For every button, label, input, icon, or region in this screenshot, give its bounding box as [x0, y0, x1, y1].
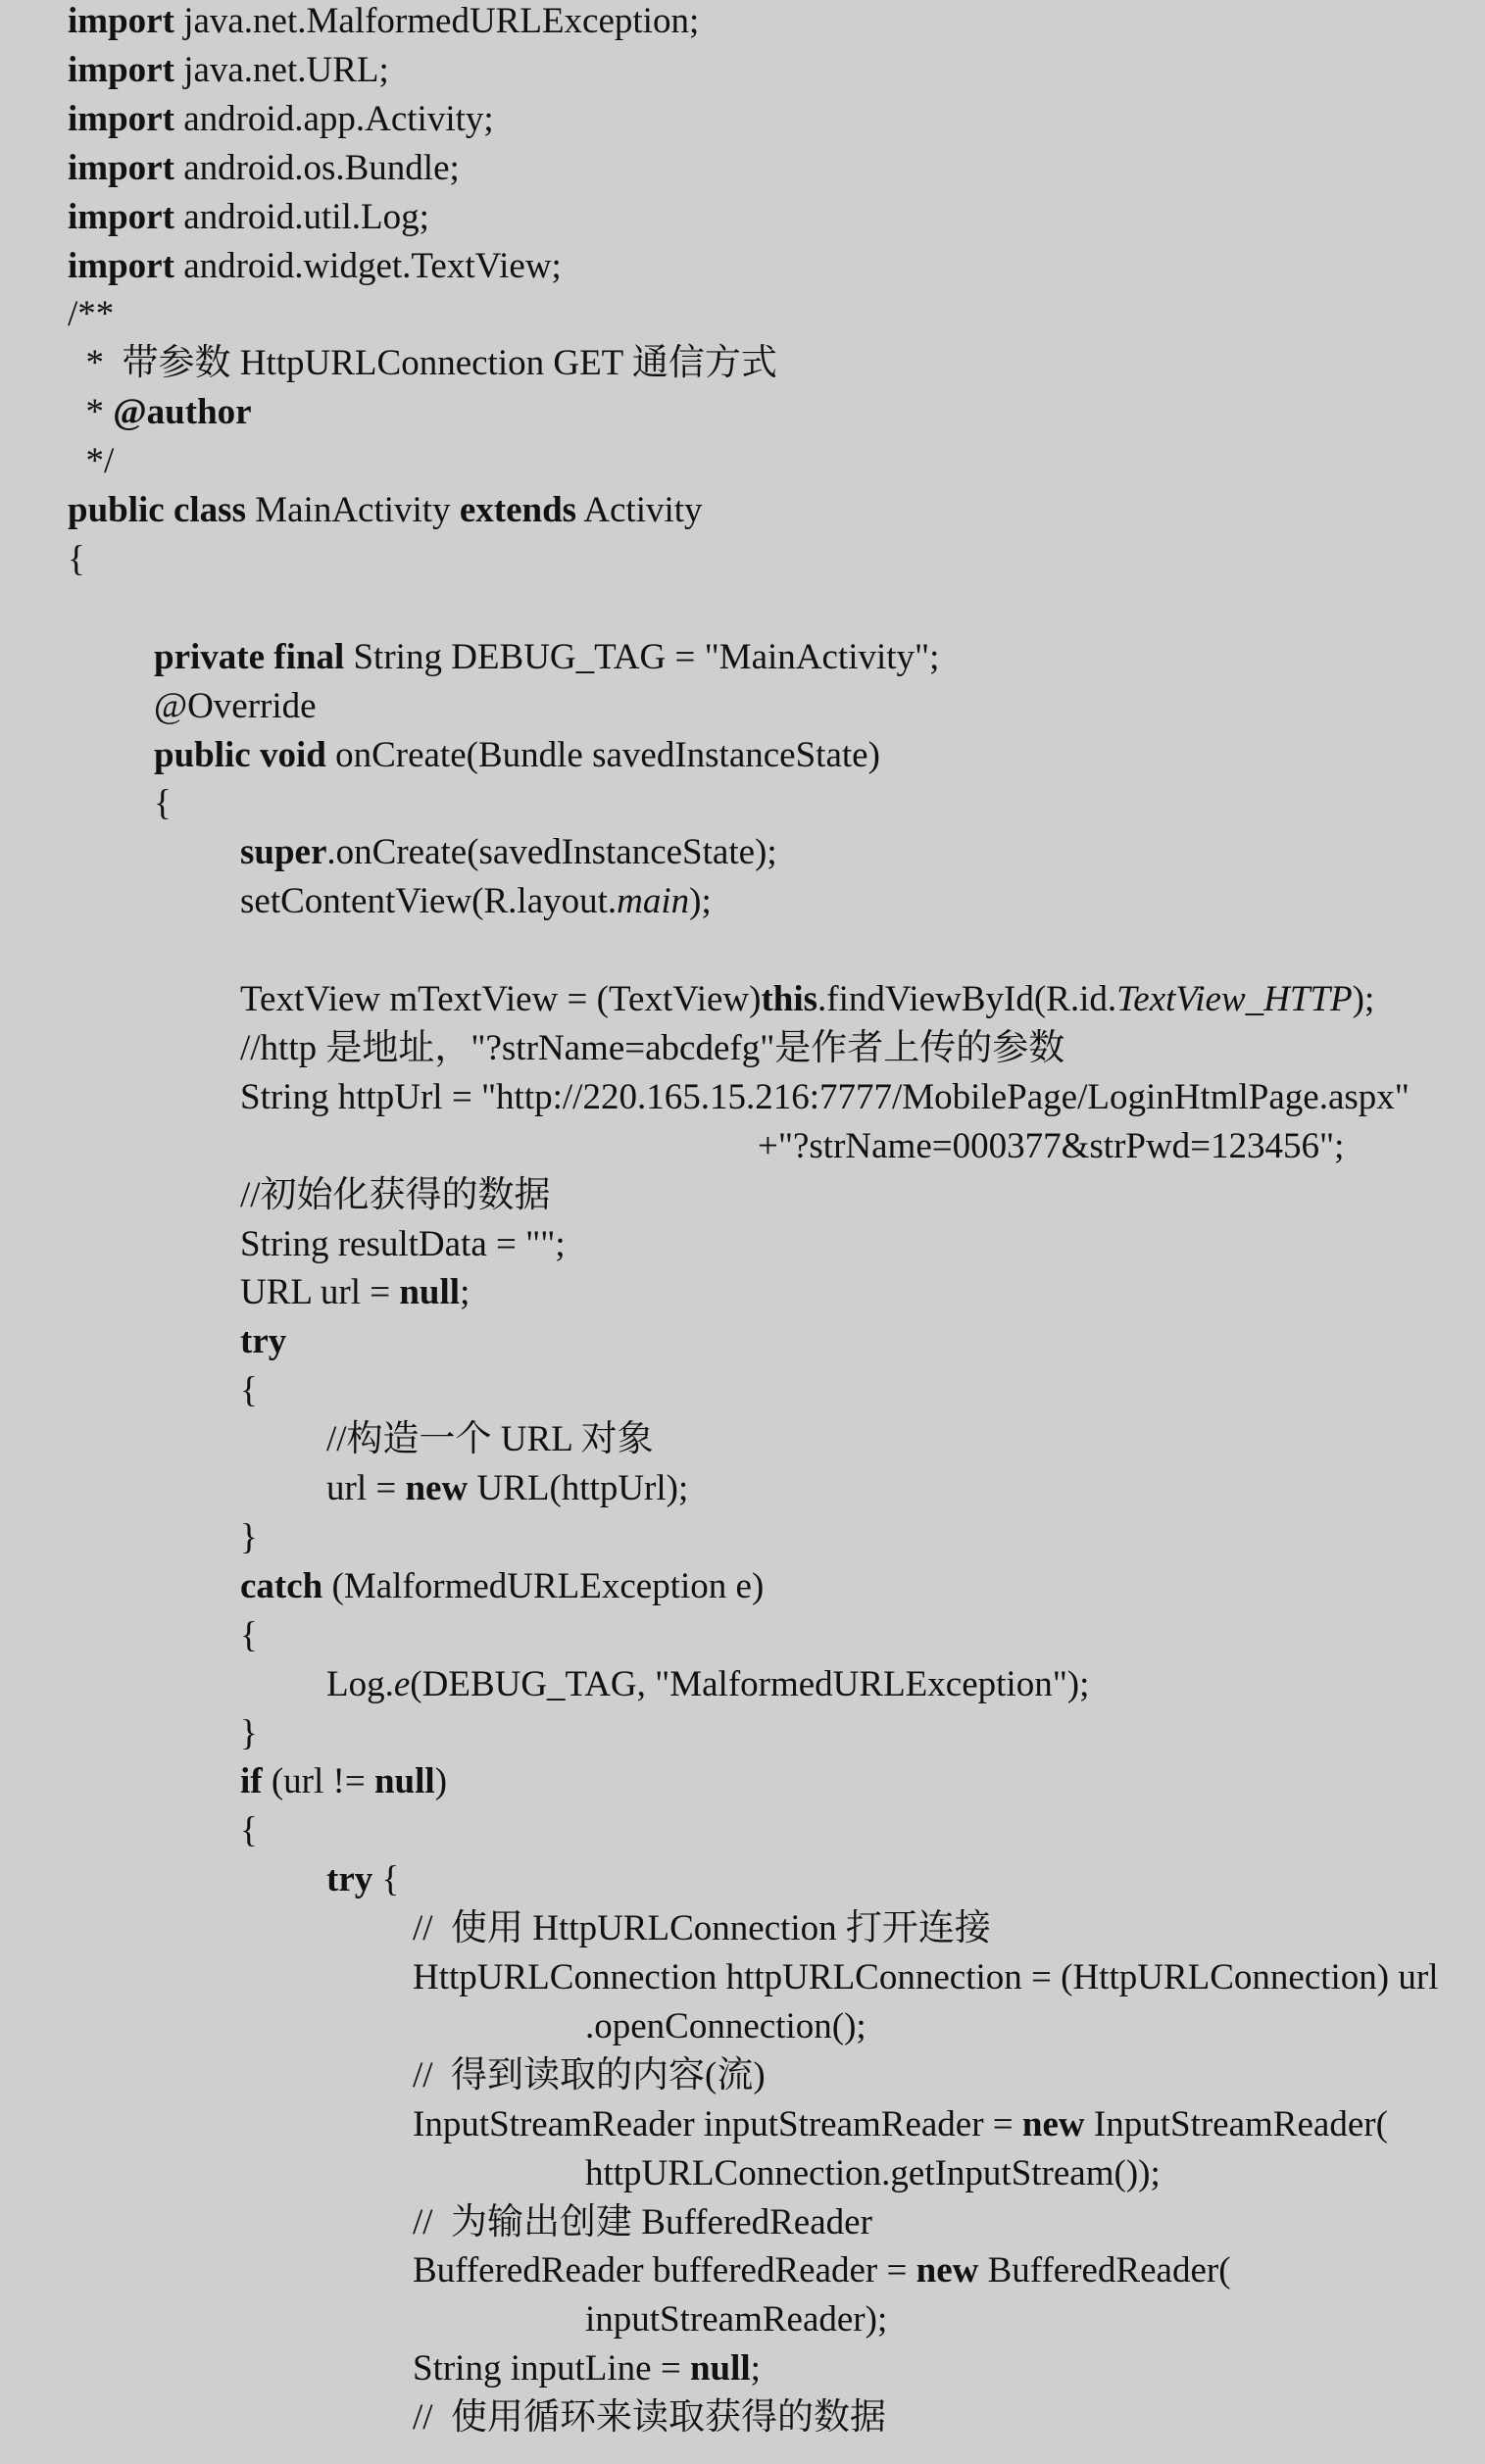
code-keyword: null [689, 2348, 751, 2390]
code-text: BufferedReader( [978, 2250, 1231, 2292]
code-text: android.util.Log; [173, 196, 429, 237]
code-line [68, 144, 460, 193]
code-keyword: import [68, 1, 174, 41]
code-line [240, 975, 1374, 1024]
code-keyword: import [68, 147, 174, 188]
code-line [154, 779, 172, 828]
code-line [240, 1024, 1064, 1073]
code-line [240, 1611, 258, 1660]
code-text: // 为输出创建 BufferedReader [413, 2201, 872, 2242]
code-line [240, 1806, 258, 1855]
code-line [154, 731, 880, 780]
code-line [240, 1709, 258, 1758]
code-text: InputStreamReader( [1084, 2103, 1388, 2144]
code-text: ); [689, 881, 712, 922]
code-keyword: public class [68, 490, 246, 530]
code-line [240, 1268, 470, 1317]
code-keyword: public void [154, 734, 326, 775]
code-line [240, 1171, 551, 1220]
code-keyword: if [240, 1761, 263, 1802]
code-text: * 带参数 HttpURLConnection GET 通信方式 [68, 343, 777, 384]
code-text: { [68, 538, 85, 579]
code-text: ); [1352, 979, 1375, 1019]
code-line [240, 1562, 764, 1611]
code-text: // 使用 HttpURLConnection 打开连接 [413, 1908, 991, 1949]
code-text: URL url = [240, 1272, 400, 1313]
code-line [585, 2002, 866, 2051]
code-text: String resultData = ""; [240, 1223, 566, 1264]
code-text: //构造一个 URL 对象 [326, 1419, 654, 1460]
code-line [240, 877, 712, 926]
code-text: MainActivity [245, 490, 460, 530]
code-line [68, 193, 429, 242]
code-line [326, 1464, 688, 1513]
code-text: main [617, 881, 690, 922]
code-text: url = [326, 1468, 406, 1508]
code-text: //初始化获得的数据 [240, 1174, 551, 1215]
code-text: .openConnection(); [585, 2005, 866, 2046]
code-line [240, 1220, 566, 1269]
code-line [413, 2344, 761, 2393]
code-line [68, 95, 494, 144]
code-keyword: @author [113, 392, 252, 433]
code-line [326, 1660, 1089, 1709]
code-text: } [240, 1516, 258, 1557]
code-keyword: this [761, 979, 818, 1019]
code-keyword: try [326, 1859, 373, 1900]
code-line [68, 290, 114, 339]
code-text: /** [68, 294, 115, 335]
code-text: HttpURLConnection httpURLConnection = (HttpURLConnection) url [413, 1957, 1439, 1997]
code-text: */ [68, 441, 115, 482]
code-keyword: null [373, 1761, 435, 1802]
code-keyword: super [240, 832, 327, 873]
code-keyword: new [916, 2250, 979, 2292]
code-text: (DEBUG_TAG, "MalformedURLException"); [410, 1663, 1090, 1704]
code-line [413, 2100, 1388, 2149]
code-text: inputStreamReader); [585, 2299, 888, 2341]
code-line [154, 682, 317, 731]
code-text: onCreate(Bundle savedInstanceState) [325, 734, 880, 775]
code-text: +"?strName=000377&strPwd=123456"; [758, 1125, 1345, 1166]
code-text: Log. [326, 1663, 394, 1704]
code-text: } [240, 1712, 258, 1753]
code-line [413, 2393, 886, 2442]
code-keyword: new [405, 1468, 469, 1508]
code-text: BufferedReader bufferedReader = [413, 2250, 916, 2292]
code-text: e [393, 1663, 411, 1704]
code-text: TextView_HTTP [1116, 979, 1353, 1019]
code-text: { [240, 1614, 258, 1655]
code-text: java.net.MalformedURLException; [173, 1, 700, 41]
code-keyword: new [1021, 2103, 1085, 2144]
code-keyword: try [240, 1321, 287, 1362]
code-line [68, 388, 252, 437]
code-text: setContentView(R.layout. [240, 881, 618, 922]
code-text: ; [460, 1272, 470, 1313]
code-line [413, 2246, 1231, 2295]
code-line [68, 437, 114, 486]
code-text: @Override [154, 685, 317, 726]
code-line [240, 828, 777, 877]
code-line [240, 1073, 1410, 1122]
code-line [68, 46, 389, 95]
code-text: android.os.Bundle; [173, 147, 460, 188]
code-keyword: null [399, 1272, 461, 1313]
code-text: String inputLine = [413, 2348, 690, 2390]
code-text: TextView mTextView = (TextView) [240, 979, 762, 1019]
code-text: (url != [262, 1761, 374, 1802]
code-keyword: extends [459, 490, 577, 530]
code-keyword: import [68, 196, 174, 237]
code-text: * [68, 392, 114, 433]
code-line [68, 535, 85, 584]
code-text: // 使用循环来读取获得的数据 [413, 2397, 887, 2439]
code-line [240, 1757, 447, 1806]
code-keyword: catch [240, 1565, 323, 1606]
code-text: (MalformedURLException e) [322, 1565, 765, 1606]
code-text: // 得到读取的内容(流) [413, 2054, 766, 2095]
code-text: .onCreate(savedInstanceState); [326, 832, 777, 873]
code-text: .findViewById(R.id. [817, 979, 1117, 1019]
code-text: httpURLConnection.getInputStream()); [585, 2152, 1161, 2193]
code-line [154, 633, 939, 682]
code-text: URL(httpUrl); [468, 1468, 689, 1508]
code-line [413, 2198, 872, 2247]
code-line [585, 2149, 1161, 2198]
code-text: InputStreamReader inputStreamReader = [413, 2103, 1022, 2144]
code-text: String DEBUG_TAG = "MainActivity"; [344, 636, 940, 677]
code-text: Activity [576, 490, 703, 530]
code-text: { [372, 1859, 400, 1900]
code-line [413, 2051, 766, 2100]
code-keyword: import [68, 245, 174, 286]
code-text: ; [750, 2348, 761, 2390]
code-line [326, 1855, 399, 1904]
code-line [585, 2295, 887, 2344]
code-text: ) [434, 1761, 448, 1802]
code-line [413, 1904, 991, 1953]
code-line [68, 242, 562, 291]
code-keyword: private final [154, 636, 345, 677]
code-text: { [240, 1810, 258, 1851]
code-line [240, 1366, 258, 1415]
code-text: java.net.URL; [173, 49, 389, 90]
code-text: { [154, 783, 172, 824]
code-line [758, 1122, 1344, 1171]
code-line [68, 486, 703, 535]
code-text: android.widget.TextView; [173, 245, 562, 286]
code-keyword: import [68, 98, 174, 139]
code-text: android.app.Activity; [173, 98, 494, 139]
code-line [68, 0, 699, 46]
code-line [240, 1513, 258, 1562]
code-text: //http 是地址，"?strName=abcdefg"是作者上传的参数 [240, 1027, 1065, 1068]
code-line [326, 1415, 654, 1464]
code-text: String httpUrl = "http://220.165.15.216:7777/MobilePage/LoginHtmlPage.aspx" [240, 1076, 1410, 1117]
code-line [240, 1317, 286, 1366]
code-line [68, 339, 777, 388]
code-line [413, 1953, 1438, 2002]
code-text: { [240, 1370, 258, 1411]
code-keyword: import [68, 49, 174, 90]
